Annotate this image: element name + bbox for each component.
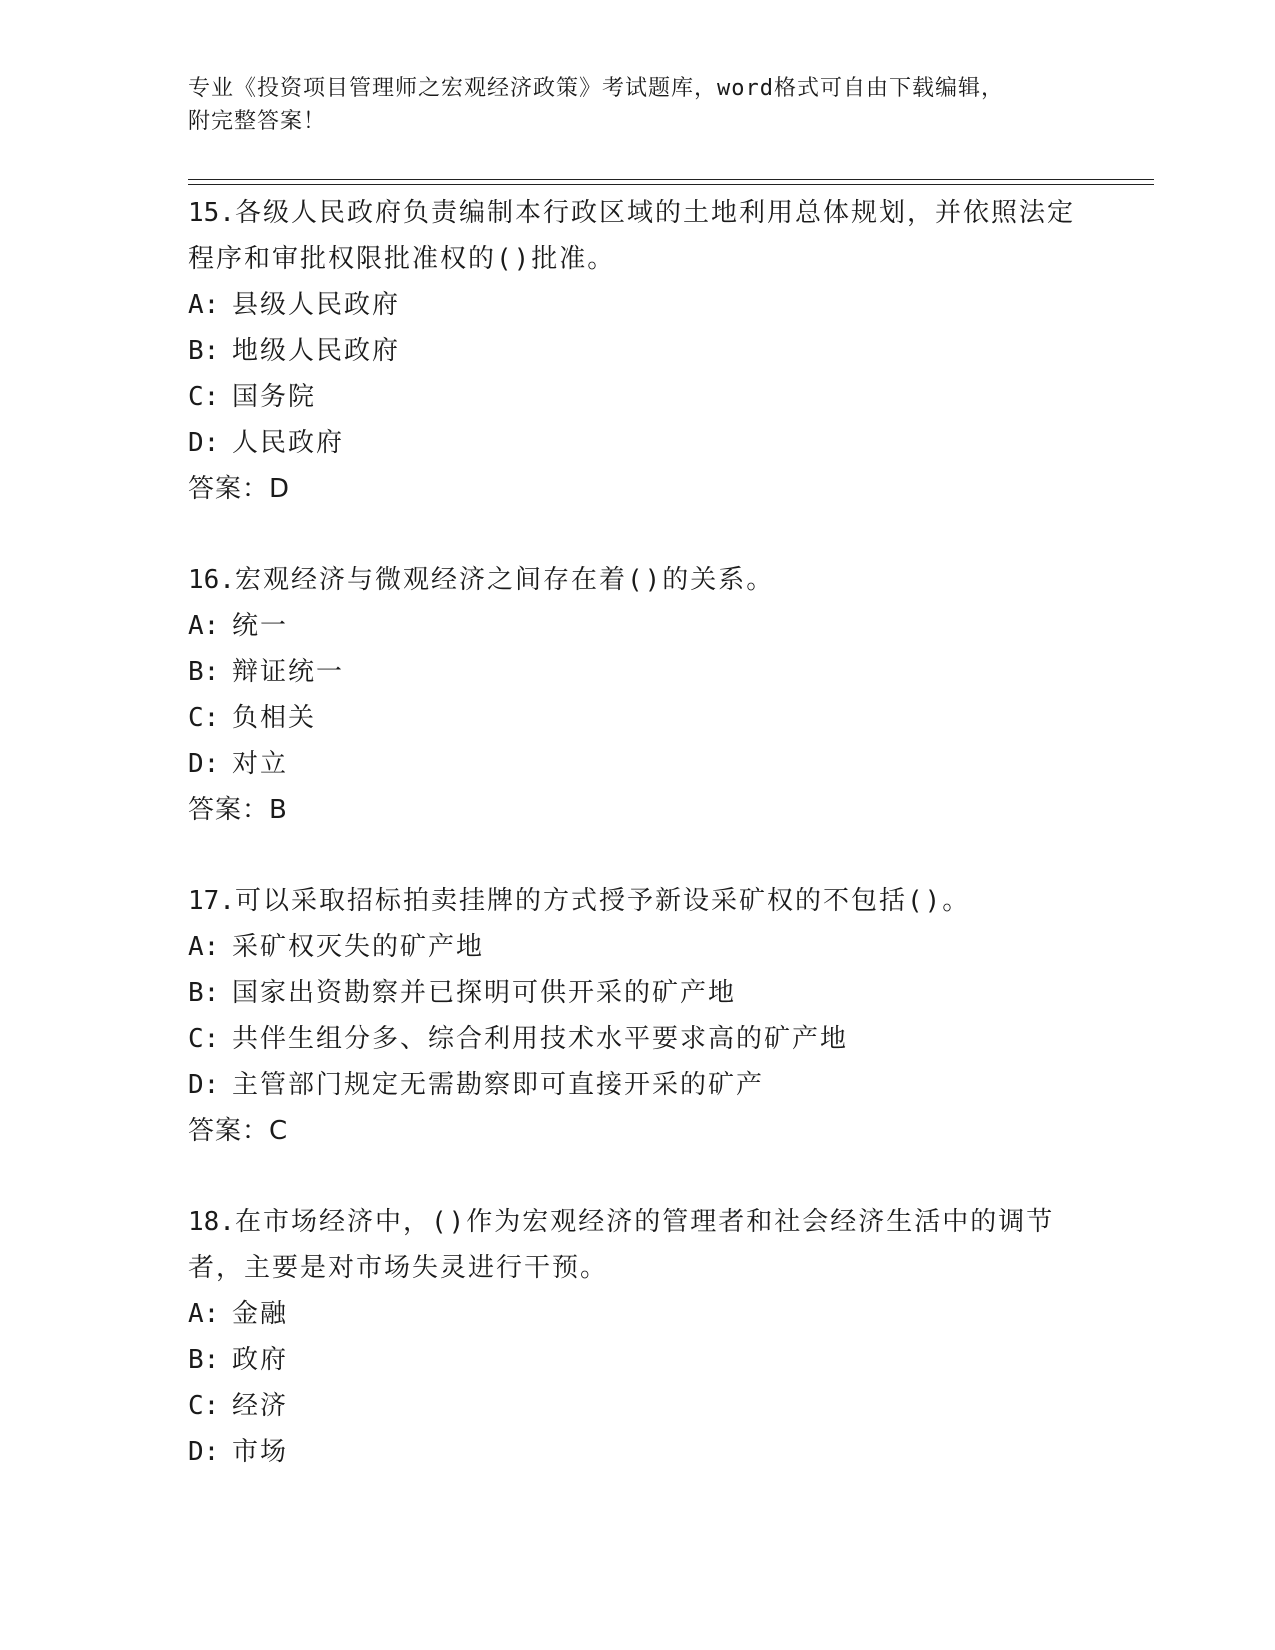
option-d (188, 741, 1088, 787)
option-text: 采矿权灭失的矿产地 (232, 932, 485, 962)
intro-line-2: 附完整答案！ (188, 109, 327, 134)
question-list (188, 190, 1088, 1520)
option-letter: C: (188, 1024, 220, 1054)
question-number: 16. (188, 565, 235, 595)
question-stem: 可以采取招标拍卖挂牌的方式授予新设采矿权的不包括()。 (234, 886, 971, 916)
option-text: 市场 (232, 1437, 289, 1467)
option-text: 地级人民政府 (232, 336, 401, 366)
question-stem: 在市场经济中，()作为宏观经济的管理者和社会经济生活中的调节者，主要是对市场失灵进行干预。 (188, 1207, 1055, 1283)
option-d (188, 420, 1088, 466)
option-text: 辩证统一 (232, 657, 345, 687)
option-letter: D: (188, 1070, 220, 1100)
question-text (188, 190, 1088, 282)
option-letter: B: (188, 978, 220, 1008)
option-text: 对立 (232, 749, 289, 779)
question-stem: 宏观经济与微观经济之间存在着()的关系。 (234, 565, 775, 595)
option-text: 国务院 (232, 382, 317, 412)
question-text (188, 1199, 1088, 1291)
question-text (188, 557, 1088, 603)
option-letter: C: (188, 1391, 220, 1421)
option-c (188, 1383, 1088, 1429)
option-text: 经济 (232, 1391, 289, 1421)
option-c (188, 374, 1088, 420)
question-number: 17. (188, 886, 235, 916)
option-letter: B: (188, 657, 220, 687)
option-d (188, 1062, 1088, 1108)
option-b (188, 328, 1088, 374)
option-b (188, 649, 1088, 695)
option-text: 政府 (232, 1345, 289, 1375)
option-text: 金融 (232, 1299, 289, 1329)
option-letter: A: (188, 290, 220, 320)
option-a (188, 924, 1088, 970)
option-letter: A: (188, 932, 220, 962)
option-letter: B: (188, 336, 220, 366)
option-a (188, 1291, 1088, 1337)
question-number: 15. (188, 198, 235, 228)
option-text: 统一 (232, 611, 289, 641)
option-letter: D: (188, 1437, 220, 1467)
answer-line: 答案：D (188, 474, 291, 504)
answer-line: 答案：C (188, 1116, 289, 1146)
question-15 (188, 190, 1088, 512)
question-16 (188, 557, 1088, 833)
option-text: 负相关 (232, 703, 317, 733)
option-letter: C: (188, 703, 220, 733)
option-letter: A: (188, 1299, 220, 1329)
option-letter: C: (188, 382, 220, 412)
option-letter: D: (188, 749, 220, 779)
option-b (188, 970, 1088, 1016)
question-18 (188, 1199, 1088, 1475)
question-stem: 各级人民政府负责编制本行政区域的土地利用总体规划，并依照法定程序和审批权限批准权的()批准。 (188, 198, 1075, 274)
header-divider-top (188, 179, 1154, 180)
option-text: 人民政府 (232, 428, 345, 458)
option-text: 共伴生组分多、综合利用技术水平要求高的矿产地 (232, 1024, 849, 1054)
question-text (188, 878, 1088, 924)
option-c (188, 1016, 1088, 1062)
option-d (188, 1429, 1088, 1475)
option-a (188, 282, 1088, 328)
header-divider-bottom (188, 184, 1154, 185)
intro-line-1: 专业《投资项目管理师之宏观经济政策》考试题库，word格式可自由下载编辑， (188, 76, 1004, 101)
question-17 (188, 878, 1088, 1154)
option-letter: B: (188, 1345, 220, 1375)
answer-line: 答案：B (188, 795, 288, 825)
option-c (188, 695, 1088, 741)
option-a (188, 603, 1088, 649)
option-text: 县级人民政府 (232, 290, 401, 320)
document-intro (188, 72, 1088, 138)
option-text: 国家出资勘察并已探明可供开采的矿产地 (232, 978, 737, 1008)
option-letter: A: (188, 611, 220, 641)
question-number: 18. (188, 1207, 235, 1237)
option-letter: D: (188, 428, 220, 458)
option-text: 主管部门规定无需勘察即可直接开采的矿产 (232, 1070, 765, 1100)
option-b (188, 1337, 1088, 1383)
